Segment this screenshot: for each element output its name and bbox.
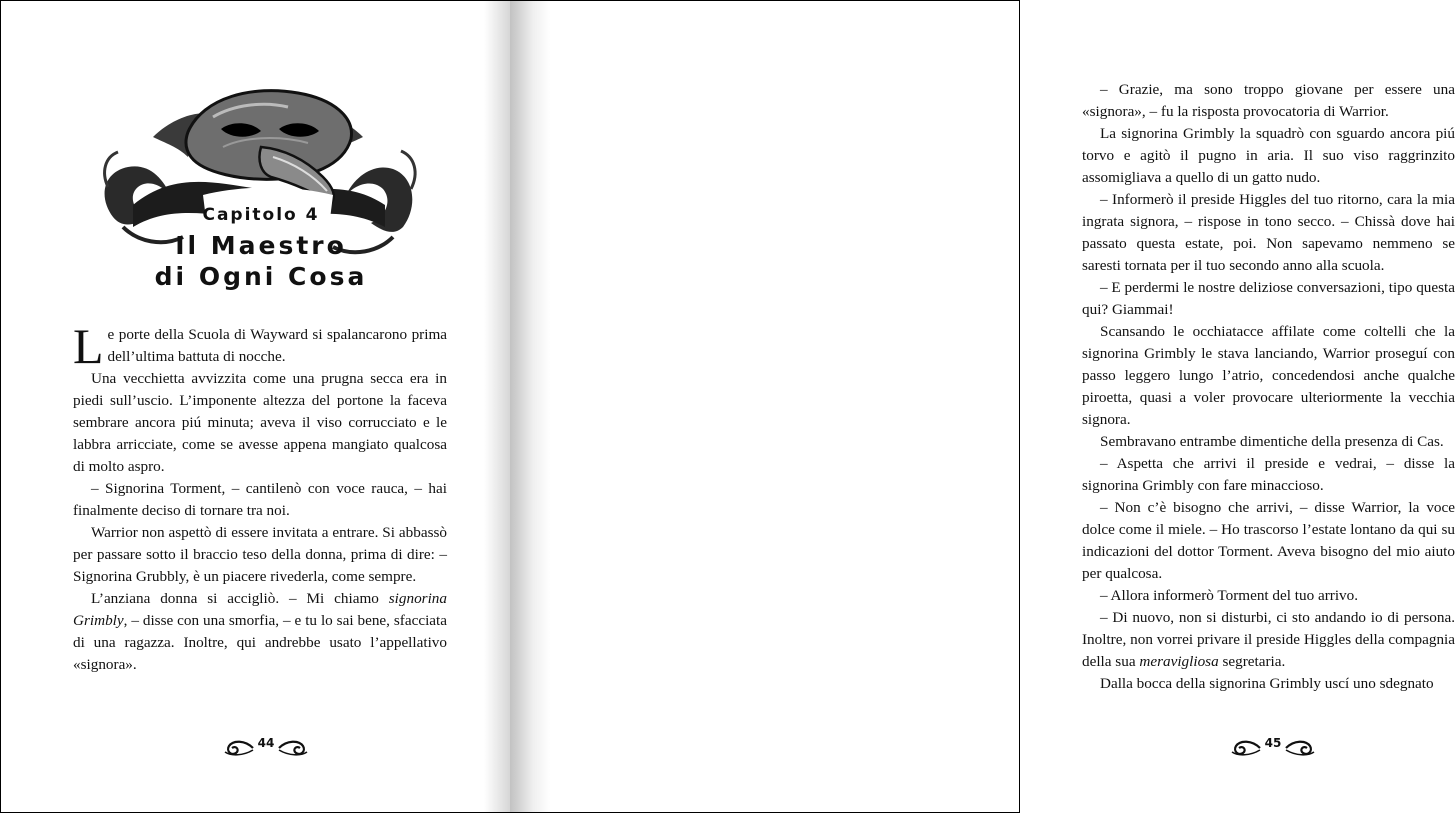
- paragraph: [73, 318, 447, 374]
- chapter-label: Capitolo 4: [202, 205, 320, 225]
- paragraph: La signorina Grimbly la squadrò con sguardo ancora piú torvo e agitò il pugno in aria. Il suo viso raggrinzito assomigliava a quello di un gatto nudo.: [1082, 125, 1455, 186]
- paragraph: – Non c’è bisogno che arrivi, – disse Warrior, la voce dolce come il miele. – Ho trascorso l’estate lontano da qui su indicazioni del dottor Torment. Aveva bisogno del mio aiuto per qualcosa.: [1082, 499, 1455, 582]
- left-page-body: [73, 318, 447, 676]
- paragraph: – Grazie, ma sono troppo giovane per essere una «signora», – fu la risposta provocatoria di Warrior.: [1082, 81, 1455, 120]
- left-page: [1, 1, 510, 812]
- paragraph: – Allora informerò Torment del tuo arrivo.: [1100, 587, 1359, 604]
- paragraph-text: L’anziana donna si accigliò. – Mi chiamo: [91, 590, 389, 607]
- paragraph: – Aspetta che arrivi il preside e vedrai, – disse la signorina Grimbly con fare minaccioso.: [1082, 455, 1455, 494]
- gutter-shadow-right: [510, 1, 550, 812]
- chapter-title-line1: Il Maestro: [175, 231, 347, 260]
- italic-text: signorina Grimbly: [73, 590, 447, 629]
- paragraph: [1082, 607, 1455, 673]
- paragraph: Dalla bocca della signorina Grimbly uscí uno sdegnato: [1100, 675, 1434, 692]
- paragraph: Una vecchietta avvizzita come una prugna secca era in piedi sull’uscio. L’imponente altezza del portone la faceva sembrare ancora piú minuta; aveva il viso corrucciato e le labbra arricciate, come se avesse appena mangiato qualcosa di molto aspro.: [73, 370, 447, 475]
- right-page-body: [1082, 79, 1455, 695]
- paragraph: – E perdermi le nostre deliziose conversazioni, tipo questa qui? Giammai!: [1082, 279, 1455, 318]
- paragraph: Warrior non aspettò di essere invitata a entrare. Si abbassò per passare sotto il braccio teso della donna, prima di dire: – Signorina Grubbly, è un piacere rivederla, come sempre.: [73, 524, 447, 585]
- page-number-ornament: [1228, 734, 1318, 762]
- paragraph: [73, 588, 447, 676]
- paragraph: – Signorina Torment, – cantilenò con voce rauca, – hai finalmente deciso di tornare tra noi.: [73, 480, 447, 519]
- italic-text: meravigliosa: [1139, 653, 1219, 670]
- page-number: 44: [257, 736, 275, 750]
- paragraph: Sembravano entrambe dimentiche della presenza di Cas.: [1100, 433, 1444, 450]
- chapter-title-line2: di Ogni Cosa: [154, 262, 368, 291]
- page-number: 45: [1264, 736, 1282, 750]
- paragraph-text: e porte della Scuola di Wayward si spalancarono prima dell’ultima battuta di nocche.: [107, 326, 447, 365]
- paragraph-text: segretaria.: [1218, 653, 1286, 670]
- gutter-shadow-left: [484, 1, 510, 812]
- paragraph: – Informerò il preside Higgles del tuo ritorno, cara la mia ingrata signora, – rispose in tono secco. – Chissà dove hai passato questa estate, poi. Non sapevamo nemmeno se saresti tornata per il tuo secondo anno alla scuola.: [1082, 191, 1455, 274]
- right-page: [510, 1, 1455, 812]
- paragraph-text: , – disse con una smorfia, – e tu lo sai bene, sfacciata di una ragazza. Inoltre, qui andrebbe usato l’appellativo «signora».: [73, 612, 447, 673]
- page-number-ornament: [221, 734, 311, 762]
- paragraph-text: – Di nuovo, non si disturbi, ci sto andando io di persona. Inoltre, non vorrei privare il preside Higgles della compagnia della sua: [1082, 609, 1455, 670]
- drop-cap: L: [73, 318, 104, 374]
- paragraph: Scansando le occhiatacce affilate come coltelli che la signorina Grimbly le stava lanciando, Warrior proseguí con passo leggero lungo l’atrio, concedendosi anche qualche piroetta, quasi a voler provocare ulteriormente la vecchia signora.: [1082, 323, 1455, 428]
